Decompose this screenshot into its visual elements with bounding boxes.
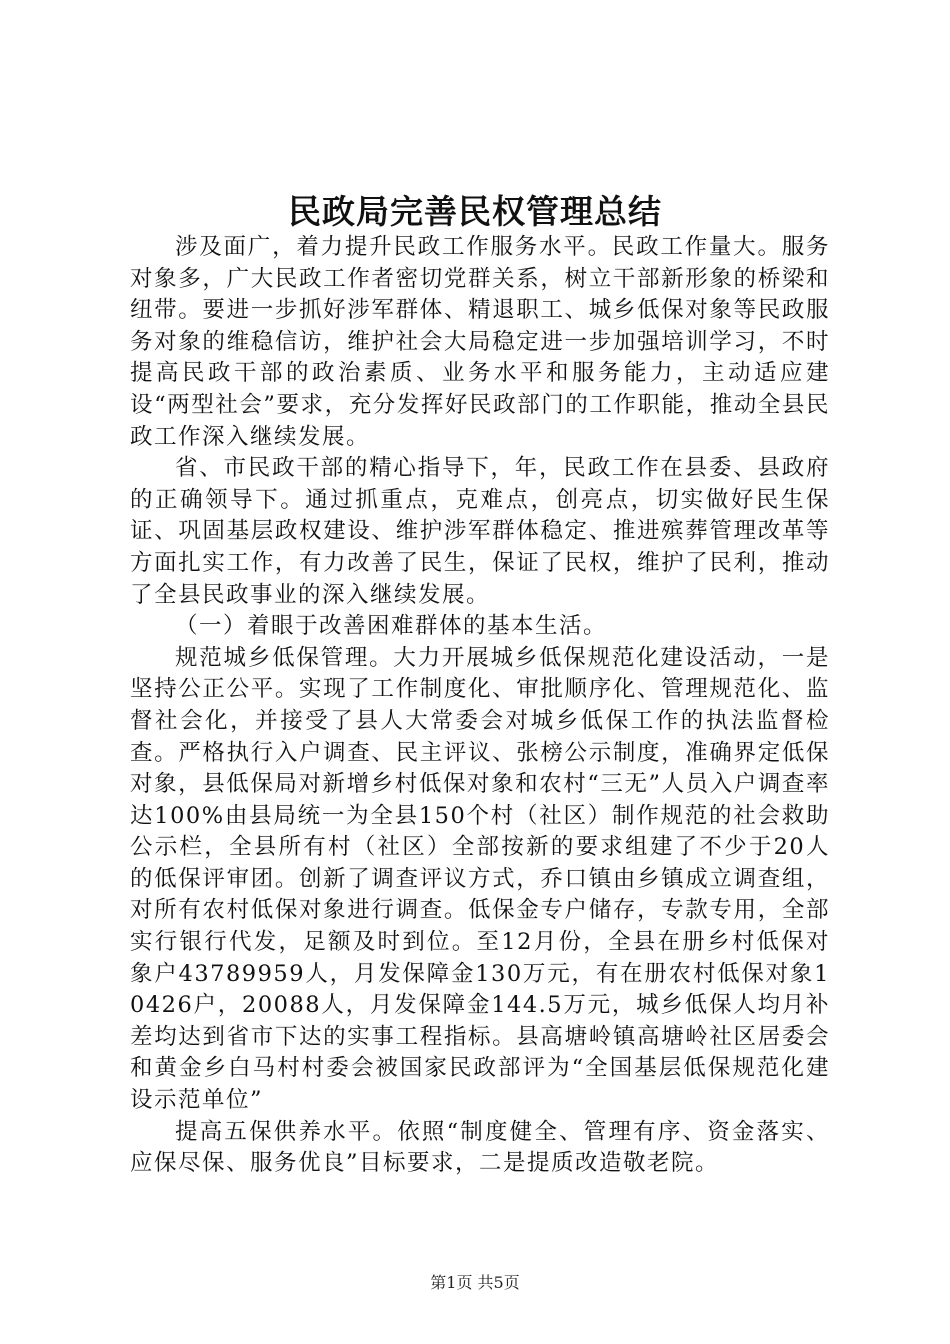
section-heading: （一）着眼于改善困难群体的基本生活。 xyxy=(175,613,608,640)
page-footer: 第1页 共5页 xyxy=(430,1273,520,1292)
paragraph-intro: 涉及面广，着力提升民政工作服务水平。民政工作量大。服务对象多，广大民政工作者密切党群关系，树立干部新形象的桥梁和纽带。要进一步抓好涉军群体、精退职工、城乡低保对象等民政服务对象的维稳信访，维护社会大局稳定进一步加强培训学习，不时提高民政干部的政治素质、业务水平和服务能力，主动适应建设“两型社会”要求，充分发挥好民政部门的工作职能，推动全县民政工作深入继续发展。 xyxy=(130,234,830,450)
paragraph-low-income-security: 规范城乡低保管理。大力开展城乡低保规范化建设活动，一是坚持公正公平。实现了工作制度化、审批顺序化、管理规范化、监督社会化，并接受了县人大常委会对城乡低保工作的执法监督检查。严格执行入户调查、民主评议、张榜公示制度，准确界定低保对象，县低保局对新增乡村低保对象和农村“三无”人员入户调查率达100%由县局统一为全县150个村（社区）制作规范的社会救助公示栏，全县所有村（社区）全部按新的要求组建了不少于20人的低保评审团。创新了调查评议方式，乔口镇由乡镇成立调查组，对所有农村低保对象进行调查。低保金专户储存，专款专用，全部实行银行代发，足额及时到位。至12月份，全县在册乡村低保对象户43789959人，月发保障金130万元，有在册农村低保对象10426户，20088人，月发保障金144.5万元，城乡低保人均月补差均达到省市下达的实事工程指标。县高塘岭镇高塘岭社区居委会和黄金乡白马村村委会被国家民政部评为“全国基层低保规范化建设示范单位” xyxy=(130,644,830,1114)
document-body xyxy=(130,232,830,1180)
paragraph-summary: 省、市民政干部的精心指导下，年，民政工作在县委、县政府的正确领导下。通过抓重点，克难点，创亮点，切实做好民生保证、巩固基层政权建设、维护涉军群体稳定、推进殡葬管理改革等方面扎实工作，有力改善了民生，保证了民权，维护了民利，推动了全县民政事业的深入继续发展。 xyxy=(130,455,830,608)
paragraph-five-guarantees: 提高五保供养水平。依照“制度健全、管理有序、资金落实、应保尽保、服务优良”目标要求，二是提质改造敬老院。 xyxy=(130,1118,830,1177)
page-title: 民政局完善民权管理总结 xyxy=(288,192,662,231)
